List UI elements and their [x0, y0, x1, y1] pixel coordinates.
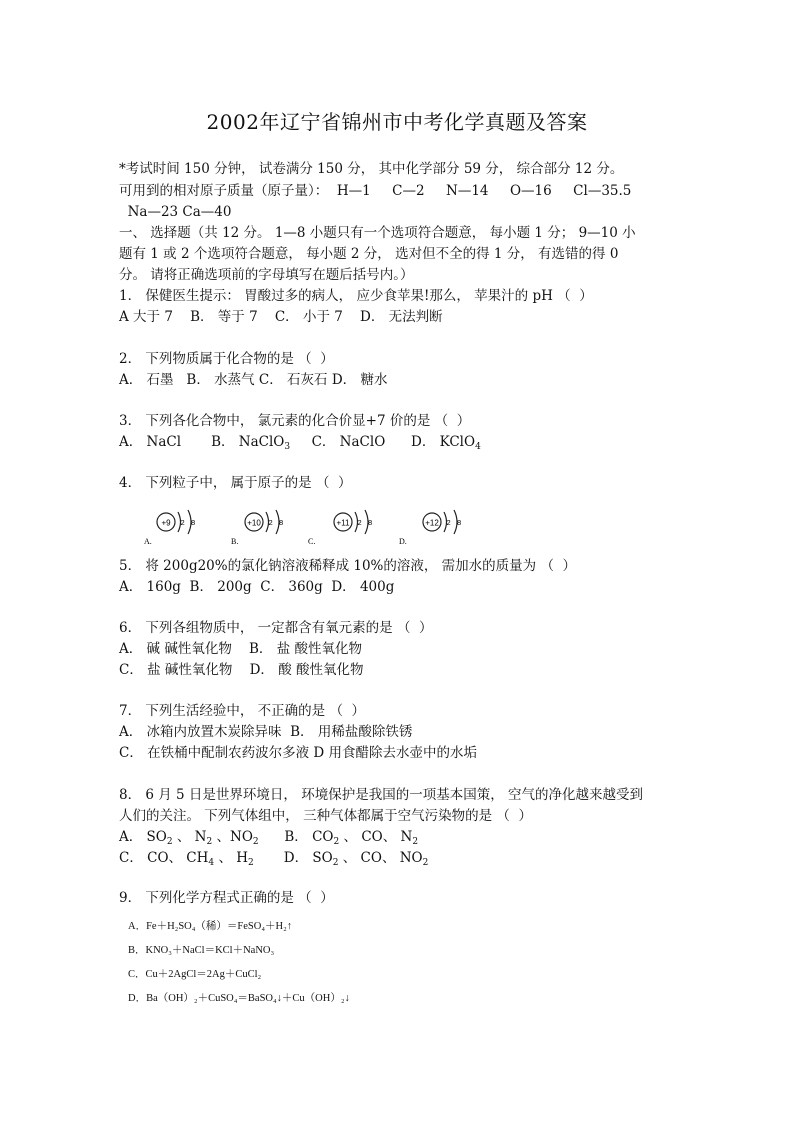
q8-options-2: C． CO、 $CH_4$ 、 $H_2$ D． $SO_2$ 、 CO、 $NO_2$ — [119, 850, 429, 868]
svg-text:2: 2 — [268, 518, 273, 527]
section-instructions-2: 题有 1 或 2 个选项符合题意， 每小题 2 分， 选对但不全的得 1 分， 有选错的得 0 — [119, 246, 619, 262]
svg-text:A.: A. — [144, 537, 152, 546]
intro-line-1: *考试时间 150 分钟， 试卷满分 150 分， 其中化学部分 59 分， 综合部分 12 分。 — [119, 161, 624, 177]
atom-diagram-a — [144, 510, 195, 546]
q8-stem-1: 8． 6 月 5 日是世界环境日， 环境保护是我国的一项基本国策， 空气的净化越来越受到 — [119, 787, 644, 803]
q3-stem: 3． 下列各化合物中， 氯元素的化合价显+7 价的是 （ ） — [119, 413, 471, 429]
q4-atom-diagrams — [144, 506, 470, 548]
atom-diagram-c — [308, 510, 372, 546]
svg-text:D.: D. — [399, 537, 407, 546]
q7-stem: 7． 下列生活经验中， 不正确的是 （ ） — [119, 703, 366, 719]
q7-options-2: C． 在铁桶中配制农药波尔多液 D 用食醋除去水壶中的水垢 — [119, 745, 478, 761]
q2-options: A． 石墨 B． 水蒸气 C． 石灰石 D． 糖水 — [119, 372, 388, 388]
svg-text:8: 8 — [457, 518, 462, 527]
svg-text:8: 8 — [191, 518, 196, 527]
q1-options: A 大于 7 B． 等于 7 C． 小于 7 D． 无法判断 — [119, 309, 443, 325]
svg-text:B.: B. — [231, 537, 239, 546]
q4-stem: 4． 下列粒子中， 属于原子的是 （ ） — [119, 475, 352, 491]
q8-options-1: A． $SO_2$ 、 $N_2$ 、$NO_2$ B． $CO_2$ 、 CO、 $N_2$ — [119, 829, 419, 847]
svg-text:+12: +12 — [425, 518, 439, 528]
q9-stem: 9． 下列化学方程式正确的是 （ ） — [119, 890, 334, 906]
q9-option-d: D．Ba（OH）₂＋CuSO₄＝BaSO₄↓＋Cu（OH）₂↓ — [128, 993, 350, 1004]
q7-options-1: A． 冰箱内放置木炭除异味 B． 用稀盐酸除铁锈 — [119, 724, 413, 740]
svg-text:+11: +11 — [336, 518, 350, 528]
intro-line-2: 可用到的相对原子质量（原子量）： H—1 C—2 N—14 O—16 Cl—35.5 — [119, 183, 632, 199]
page-title: 2002年辽宁省锦州市中考化学真题及答案 — [206, 110, 588, 134]
q2-stem: 2． 下列物质属于化合物的是 （ ） — [119, 351, 334, 367]
section-instructions-1: 一、 选择题（共 12 分。 1—8 小题只有一个选项符合题意， 每小题 1 分； 9—10 小 — [119, 225, 636, 241]
q3-options: A． NaCl B． NaClO$_3$ C． NaClO D． KClO$_4$ — [119, 434, 481, 452]
q6-options-2: C． 盐 碱性氧化物 D． 酸 酸性氧化物 — [119, 662, 364, 678]
q5-options: A． 160g B． 200g C． 360g D． 400g — [119, 579, 395, 595]
q6-options-1: A． 碱 碱性氧化物 B． 盐 酸性氧化物 — [119, 641, 362, 657]
section-instructions-3: 分。 请将正确选项前的字母填写在题后括号内。） — [119, 267, 414, 283]
q9-option-c: C．Cu＋2AgCl＝2Ag＋CuCl₂ — [128, 969, 262, 980]
atom-diagram-b — [231, 510, 283, 546]
q5-stem: 5． 将 200g20%的氯化钠溶液稀释成 10%的溶液， 需加水的质量为 （ ） — [119, 558, 577, 574]
svg-text:8: 8 — [368, 518, 373, 527]
atom-diagram-d — [399, 510, 461, 546]
svg-text:+10: +10 — [247, 518, 261, 528]
q9-option-b: B．KNO₃＋NaCl＝KCl＋NaNO₃ — [128, 945, 275, 956]
svg-text:2: 2 — [357, 518, 362, 527]
svg-text:8: 8 — [279, 518, 284, 527]
q1-stem: 1． 保健医生提示： 胃酸过多的病人， 应少食苹果!那么， 苹果汁的 pH （ ） — [119, 288, 593, 304]
svg-text:2: 2 — [446, 518, 451, 527]
svg-text:C.: C. — [308, 537, 316, 546]
q9-option-a: A．Fe＋H₂SO₄（稀）＝FeSO₄＋H₂↑ — [128, 921, 292, 932]
q8-stem-2: 人们的关注。 下列气体组中， 三种气体都属于空气污染物的是 （ ） — [119, 808, 532, 824]
svg-text:2: 2 — [180, 518, 185, 527]
q6-stem: 6． 下列各组物质中， 一定都含有氧元素的是 （ ） — [119, 620, 433, 636]
svg-text:+9: +9 — [161, 518, 171, 528]
intro-line-3: Na—23 Ca—40 — [119, 204, 232, 220]
